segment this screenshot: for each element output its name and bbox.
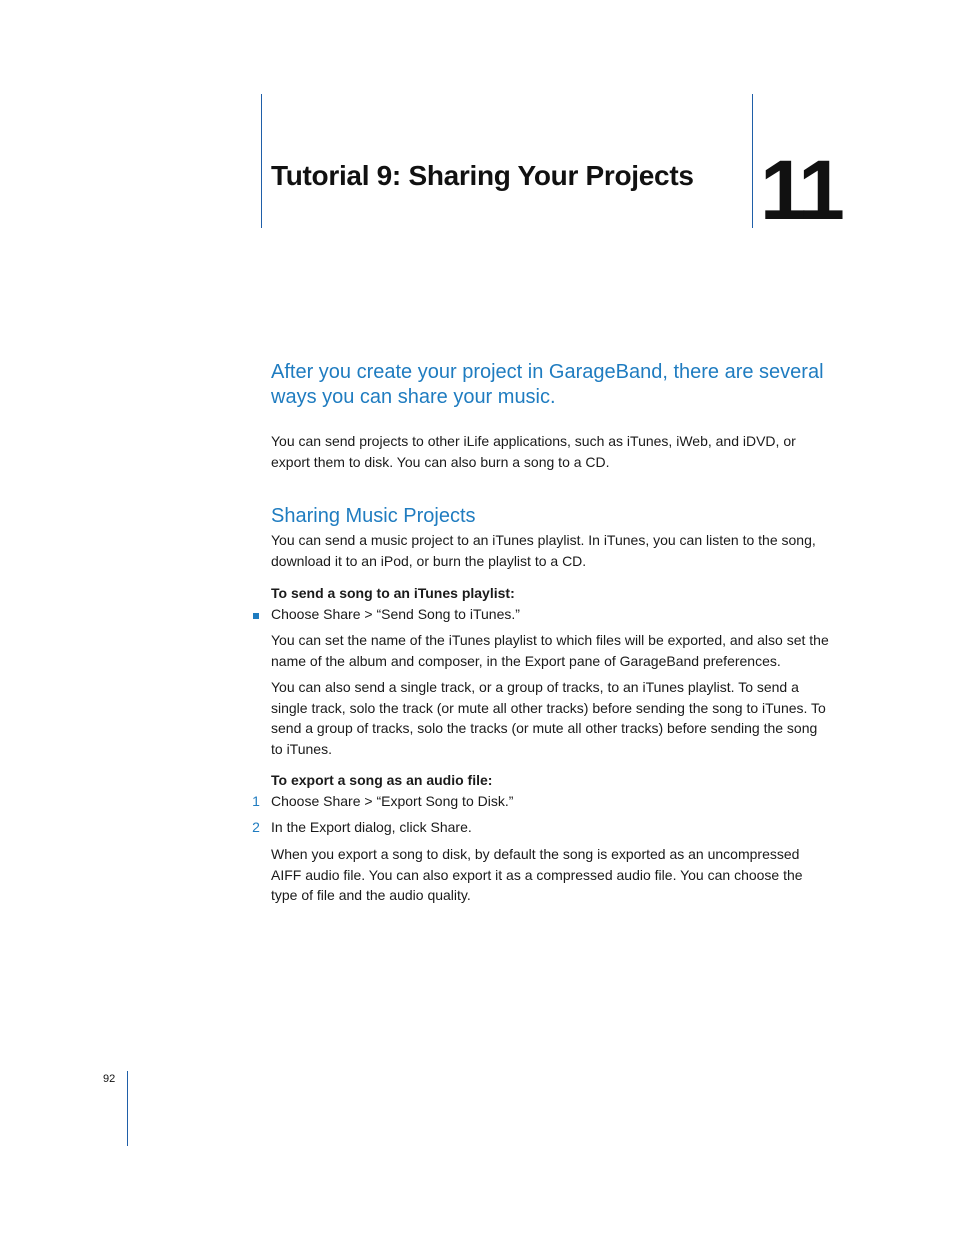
section-paragraph: You can send a music project to an iTunes playlist. In iTunes, you can listen to the song, download it to an iPod, or burn the playlist to a CD. — [271, 532, 816, 569]
page-number: 92 — [103, 1073, 116, 1085]
chapter-title: Tutorial 9: Sharing Your Projects — [271, 160, 694, 191]
square-bullet-icon — [253, 613, 259, 619]
task1-paragraph: You can set the name of the iTunes playlist to which files will be exported, and also set the name of the album and composer, in the Export pane of GarageBand preferences. — [271, 632, 829, 669]
step-number: 1 — [252, 793, 260, 809]
chapter-number: 11 — [760, 143, 841, 237]
section-heading: Sharing Music Projects — [271, 505, 476, 527]
step-text: In the Export dialog, click Share. — [271, 819, 472, 835]
intro-paragraph: You can send projects to other iLife applications, such as iTunes, iWeb, and iDVD, or export them to disk. You can also burn a song to a CD. — [271, 433, 796, 470]
task1-paragraph: You can also send a single track, or a group of tracks, to an iTunes playlist. To send a single track, solo the track (or mute all other tracks) before sending the song to iTunes. To send a group of tracks, solo the tracks (or mute all other tracks) before sending the song to iTunes. — [271, 679, 826, 757]
bullet-marker — [249, 604, 263, 624]
chapter-rule-right — [752, 94, 753, 228]
task2-paragraph: When you export a song to disk, by default the song is exported as an uncompressed AIFF audio file. You can also export it as a compressed audio file. You can choose the type of file and the audio quality. — [271, 846, 803, 903]
bullet-item: Choose Share > “Send Song to iTunes.” — [271, 606, 520, 622]
intro-heading: After you create your project in GarageBand, there are several ways you can share your music. — [271, 361, 824, 408]
step-number: 2 — [252, 819, 260, 835]
task-heading-export: To export a song as an audio file: — [271, 772, 493, 788]
step-text: Choose Share > “Export Song to Disk.” — [271, 793, 514, 809]
footer-rule — [127, 1071, 128, 1146]
task-heading-itunes: To send a song to an iTunes playlist: — [271, 585, 515, 601]
chapter-rule-left — [261, 94, 262, 228]
